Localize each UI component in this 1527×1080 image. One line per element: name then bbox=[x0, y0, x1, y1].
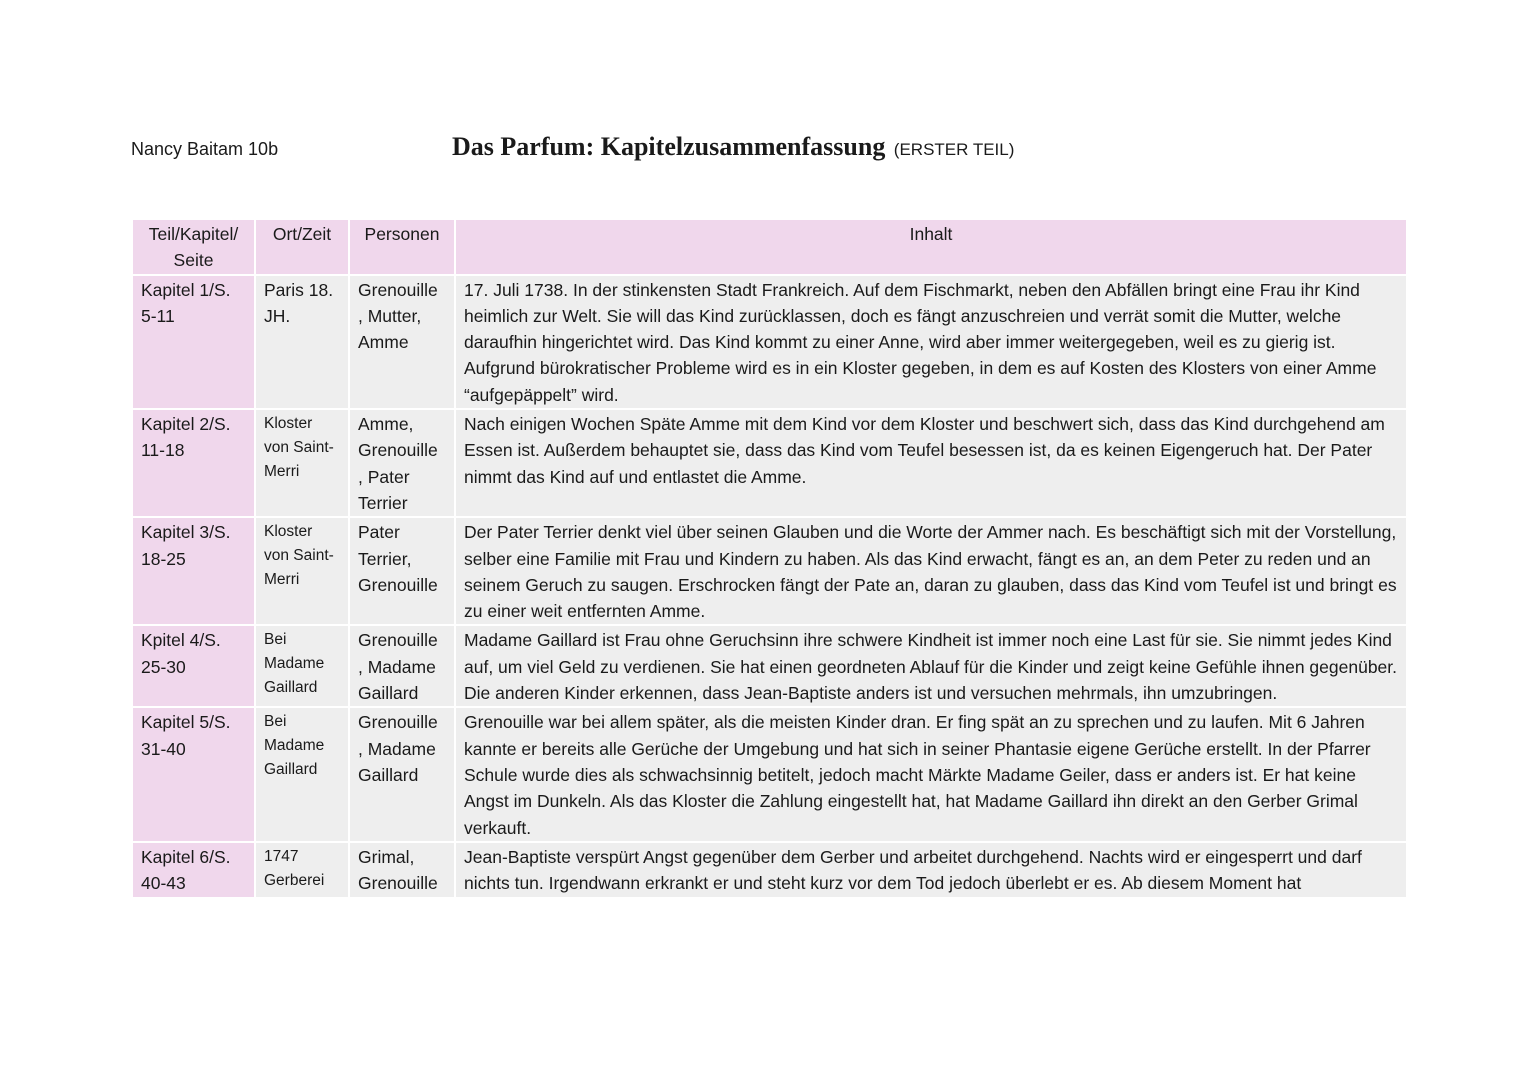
cell-ort: Bei Madame Gaillard bbox=[255, 707, 349, 841]
cell-personen: Amme, Grenouille , Pater Terrier bbox=[349, 409, 455, 517]
cell-inhalt: Der Pater Terrier denkt viel über seinen Glauben und die Worte der Ammer nach. Es beschäftigt sich mit der Vorstellung, selber eine Familie mit Frau und Kindern zu haben. Als das Kind erwacht, fängt es an, an dem Peter zu reden und an seinem Geruch zu saugen. Erschrocken fängt der Pate an, daran zu glauben, dass das Kind vom Teufel ist und bringt es zu einer weit entfernten Amme. bbox=[455, 517, 1407, 625]
cell-personen: Grenouille , Madame Gaillard bbox=[349, 625, 455, 707]
table-row bbox=[132, 517, 1407, 625]
title-subtitle: (ERSTER TEIL) bbox=[893, 140, 1015, 159]
cell-kapitel: Kpitel 4/S. 25-30 bbox=[132, 625, 255, 707]
author-name: Nancy Baitam 10b bbox=[131, 139, 279, 159]
table-row bbox=[132, 842, 1407, 898]
column-header: Teil/Kapitel/ Seite bbox=[132, 219, 255, 275]
page-title bbox=[452, 131, 1014, 163]
table-row bbox=[132, 275, 1407, 409]
cell-kapitel bbox=[132, 842, 255, 898]
cell-ort: Kloster von Saint-Merri bbox=[255, 409, 349, 517]
cell-ort: Kloster von Saint-Merri bbox=[255, 517, 349, 625]
column-header: Inhalt bbox=[455, 219, 1407, 275]
cell-inhalt: Madame Gaillard ist Frau ohne Geruchsinn ihre schwere Kindheit ist immer noch eine Last für sie. Sie nimmt jedes Kind auf, um viel Geld zu verdienen. Sie hat einen geordneten Ablauf für die Kinder und zeigt keine Gefühle ihnen gegenüber. Die anderen Kinder erkennen, dass Jean-Baptiste anders ist und versuchen mehrmals, ihn umzubringen. bbox=[455, 625, 1407, 707]
title-main: Das Parfum: Kapitelzusammenfassung bbox=[452, 132, 886, 161]
table-header-row bbox=[132, 219, 1407, 275]
cell-kapitel: Kapitel 1/S. 5-11 bbox=[132, 275, 255, 409]
cell-inhalt: Grenouille war bei allem später, als die meisten Kinder dran. Er fing spät an zu sprechen und zu laufen. Mit 6 Jahren kannte er bereits alle Gerüche der Umgebung und hat sich in seiner Phantasie eigene Gerüche erstellt. In der Pfarrer Schule wurde dies als schwachsinnig betitelt, jedoch macht Märkte Madame Geiler, dass er anders ist. Er hat keine Angst im Dunkeln. Als das Kloster die Zahlung eingestellt hat, hat Madame Gaillard ihn direkt an den Gerber Grimal verkauft. bbox=[455, 707, 1407, 841]
cell-inhalt: 17. Juli 1738. In der stinkensten Stadt Frankreich. Auf dem Fischmarkt, neben den Abfällen bringt eine Frau ihr Kind heimlich zur Welt. Sie will das Kind zurücklassen, doch es fängt anzuschreien und verrät somit die Mutter, welche daraufhin hingerichtet wird. Das Kind kommt zu einer Anne, wird aber immer weitergegeben, weil es zu gierig ist. Aufgrund bürokratischer Probleme wird es in ein Kloster gegeben, in dem es auf Kosten des Klosters von einer Amme “aufgepäppelt” wird. bbox=[455, 275, 1407, 409]
cell-kapitel: Kapitel 3/S. 18-25 bbox=[132, 517, 255, 625]
cell-inhalt-text: Jean-Baptiste verspürt Angst gegenüber dem Gerber und arbeitet durchgehend. Nachts wird er eingesperrt und darf nichts tun. Irgendwann erkrankt er und steht kurz vor dem Tod jedoch überlebt er es. Ab diesem Moment hat bbox=[464, 846, 1362, 894]
column-header: Ort/Zeit bbox=[255, 219, 349, 275]
table-row bbox=[132, 625, 1407, 707]
cell-inhalt bbox=[455, 842, 1407, 898]
cell-kapitel: Kapitel 5/S. 31-40 bbox=[132, 707, 255, 841]
column-header: Personen bbox=[349, 219, 455, 275]
cell-kapitel: Kapitel 2/S. 11-18 bbox=[132, 409, 255, 517]
cell-inhalt: Nach einigen Wochen Späte Amme mit dem Kind vor dem Kloster und beschwert sich, dass das Kind durchgehend am Essen ist. Außerdem behauptet sie, dass das Kind vom Teufel besessen ist, da es keinen Eigengeruch hat. Der Pater nimmt das Kind auf und entlastet die Amme. bbox=[455, 409, 1407, 517]
cell-personen: Grenouille , Mutter, Amme bbox=[349, 275, 455, 409]
cell-ort: Bei Madame Gaillard bbox=[255, 625, 349, 707]
table-row bbox=[132, 707, 1407, 841]
cell-ort-text: 1747 Gerberei bbox=[264, 847, 325, 889]
cell-personen-text: Grimal, Grenouille bbox=[358, 846, 438, 894]
chapter-summary-table bbox=[131, 218, 1408, 899]
table-row bbox=[132, 409, 1407, 517]
cell-ort bbox=[255, 842, 349, 898]
cell-ort: Paris 18. JH. bbox=[255, 275, 349, 409]
cell-personen: Pater Terrier, Grenouille bbox=[349, 517, 455, 625]
cell-kapitel-text: Kapitel 6/S. 40-43 bbox=[141, 846, 231, 894]
cell-personen: Grenouille , Madame Gaillard bbox=[349, 707, 455, 841]
cell-personen bbox=[349, 842, 455, 898]
